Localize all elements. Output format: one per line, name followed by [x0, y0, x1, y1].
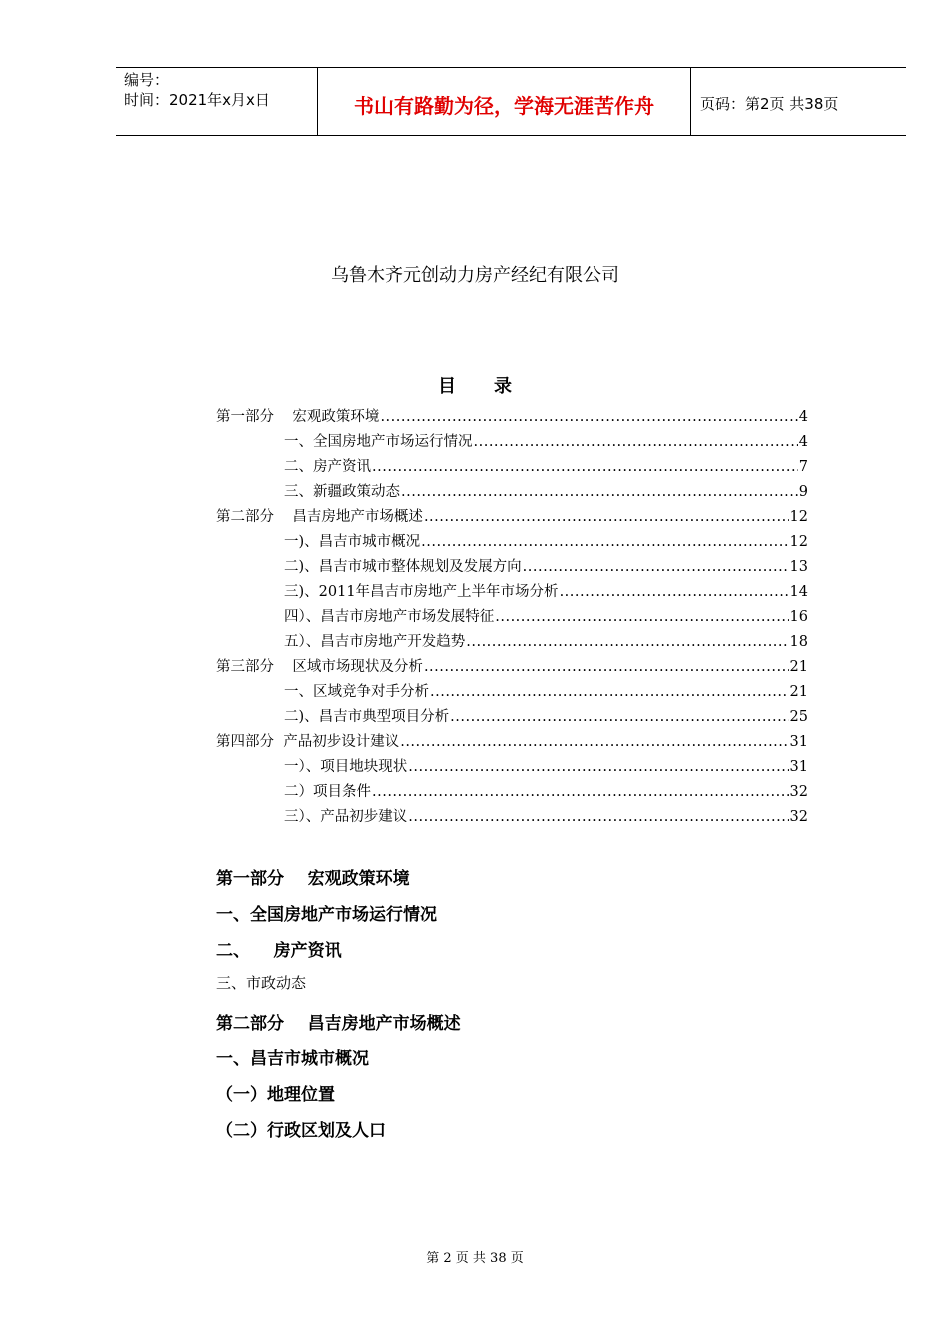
- toc-entry[interactable]: [216, 805, 808, 830]
- toc-entry[interactable]: [216, 480, 808, 505]
- toc-entry-page: 31: [789, 759, 808, 775]
- header-divider-2: [690, 67, 691, 136]
- toc-leader-dots: [380, 405, 797, 430]
- toc-entry-label: 二、房产资讯: [284, 459, 371, 475]
- toc-entry[interactable]: [216, 630, 808, 655]
- section-heading: （二）行政区划及人口: [216, 1121, 386, 1141]
- toc-entry-label: 三）、产品初步建议: [284, 809, 408, 825]
- toc-entry-label: 三)、2011年昌吉市房地产上半年市场分析: [284, 584, 559, 600]
- toc-entry-page: 9: [798, 484, 808, 500]
- toc-entry-page: 21: [789, 659, 808, 675]
- toc-title: 目录: [438, 376, 550, 397]
- header-motto: 书山有路勤为径，学海无涯苦作舟: [354, 94, 654, 118]
- toc-leader-dots: [401, 480, 798, 505]
- section-heading: 第二部分 昌吉房地产市场概述: [216, 1014, 461, 1034]
- section-heading: 二、 房产资讯: [216, 941, 342, 961]
- section-heading: 第一部分 宏观政策环境: [216, 869, 410, 889]
- toc-entry-page: 32: [789, 784, 808, 800]
- toc-entry[interactable]: [216, 505, 808, 530]
- toc-entry-label: 二)、昌吉市典型项目分析: [284, 709, 450, 725]
- toc-leader-dots: [408, 755, 788, 780]
- header-meta: [124, 70, 270, 110]
- toc-entry-label: 二）项目条件: [284, 784, 371, 800]
- header-page-label: 页码：第2页 共38页: [700, 95, 839, 113]
- toc-entry[interactable]: [216, 730, 808, 755]
- toc-leader-dots: [372, 780, 789, 805]
- company-name: 乌鲁木齐元创动力房产经纪有限公司: [331, 265, 619, 286]
- toc-entry-label: 一、区域竞争对手分析: [284, 684, 429, 700]
- section-heading: （一）地理位置: [216, 1085, 335, 1105]
- toc-entry-label: 第一部分 宏观政策环境: [216, 409, 380, 425]
- toc-entry-page: 4: [798, 409, 808, 425]
- toc-entry-label: 一、全国房地产市场运行情况: [284, 434, 473, 450]
- toc-leader-dots: [466, 630, 788, 655]
- toc-entry-label: 第四部分 产品初步设计建议: [216, 734, 400, 750]
- toc-entry-label: 五）、昌吉市房地产开发趋势: [284, 634, 466, 650]
- toc-entry-label: 一）、项目地块现状: [284, 759, 408, 775]
- toc-entry-page: 21: [789, 684, 808, 700]
- toc-entry[interactable]: [216, 755, 808, 780]
- toc-entry[interactable]: [216, 605, 808, 630]
- serial-label: 编号：: [124, 71, 170, 89]
- time-label: 时间：2021年x月x日: [124, 91, 270, 109]
- toc-entry-page: 32: [789, 809, 808, 825]
- toc-leader-dots: [523, 555, 789, 580]
- section-heading: 三、市政动态: [216, 974, 307, 992]
- toc-entry[interactable]: [216, 580, 808, 605]
- header-top-rule: [116, 67, 906, 68]
- toc-entry[interactable]: [216, 555, 808, 580]
- toc-entry[interactable]: [216, 655, 808, 680]
- toc-entry[interactable]: [216, 680, 808, 705]
- toc-entry-page: 7: [798, 459, 808, 475]
- toc-leader-dots: [430, 680, 789, 705]
- toc-entry-page: 14: [789, 584, 808, 600]
- toc-leader-dots: [424, 505, 789, 530]
- toc-entry[interactable]: [216, 455, 808, 480]
- page-footer: 第 2 页 共 38 页: [426, 1251, 524, 1266]
- toc-entry[interactable]: [216, 705, 808, 730]
- table-of-contents: [216, 405, 808, 830]
- toc-leader-dots: [372, 455, 798, 480]
- toc-entry-page: 18: [789, 634, 808, 650]
- toc-entry[interactable]: [216, 405, 808, 430]
- toc-leader-dots: [424, 655, 789, 680]
- toc-entry-page: 12: [789, 534, 808, 550]
- section-heading: 一、昌吉市城市概况: [216, 1049, 369, 1069]
- toc-entry-page: 31: [789, 734, 808, 750]
- toc-entry-label: 第三部分 区域市场现状及分析: [216, 659, 423, 675]
- toc-entry[interactable]: [216, 430, 808, 455]
- toc-entry-label: 二)、昌吉市城市整体规划及发展方向: [284, 559, 522, 575]
- section-heading: 一、全国房地产市场运行情况: [216, 905, 437, 925]
- toc-entry[interactable]: [216, 780, 808, 805]
- toc-entry-label: 四）、昌吉市房地产市场发展特征: [284, 609, 495, 625]
- toc-entry-page: 13: [789, 559, 808, 575]
- toc-entry-page: 4: [798, 434, 808, 450]
- toc-leader-dots: [495, 605, 788, 630]
- toc-entry-label: 三、新疆政策动态: [284, 484, 400, 500]
- toc-leader-dots: [560, 580, 789, 605]
- toc-entry[interactable]: [216, 530, 808, 555]
- toc-leader-dots: [474, 430, 798, 455]
- header-bottom-rule: [116, 135, 906, 136]
- toc-leader-dots: [408, 805, 788, 830]
- toc-leader-dots: [450, 705, 788, 730]
- toc-entry-page: 12: [789, 509, 808, 525]
- toc-entry-page: 16: [789, 609, 808, 625]
- toc-entry-page: 25: [789, 709, 808, 725]
- toc-leader-dots: [421, 530, 788, 555]
- toc-leader-dots: [400, 730, 788, 755]
- toc-entry-label: 第二部分 昌吉房地产市场概述: [216, 509, 423, 525]
- toc-entry-label: 一)、昌吉市城市概况: [284, 534, 421, 550]
